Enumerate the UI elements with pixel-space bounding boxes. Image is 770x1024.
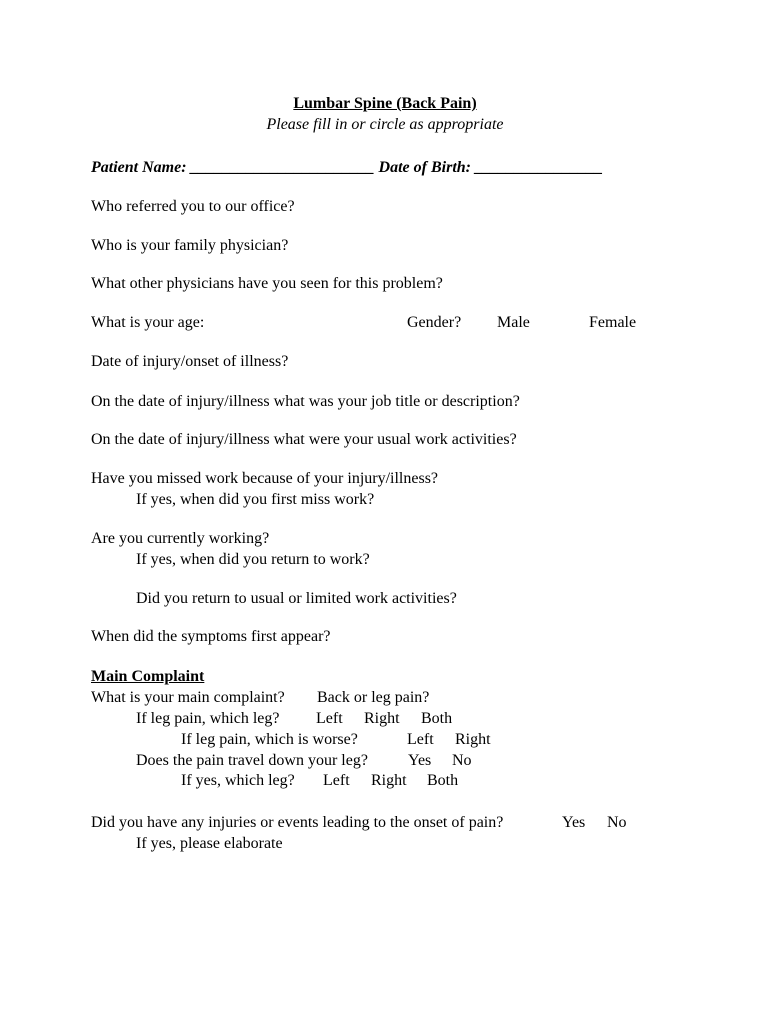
patient-name-label: Patient Name: — [91, 159, 187, 176]
form-subtitle: Please fill in or circle as appropriate — [266, 116, 504, 133]
injuries-no[interactable]: No — [607, 814, 627, 831]
question-referred: Who referred you to our office? — [91, 198, 295, 215]
question-symptoms-first: When did the symptoms first appear? — [91, 628, 331, 645]
patient-name-field[interactable]: _______________________ — [190, 159, 375, 176]
question-work-activities: On the date of injury/illness what were your usual work activities? — [91, 431, 517, 448]
injuries-yes[interactable]: Yes — [562, 814, 586, 831]
main-complaint-heading: Main Complaint — [91, 668, 205, 685]
pain-travel-yes[interactable]: Yes — [408, 752, 432, 769]
question-injury-date: Date of injury/onset of illness? — [91, 353, 289, 370]
main-complaint-option[interactable]: Back or leg pain? — [317, 689, 430, 706]
gender-option-male[interactable]: Male — [497, 314, 530, 331]
which-leg-both[interactable]: Both — [421, 710, 453, 727]
form-title: Lumbar Spine (Back Pain) — [293, 95, 477, 112]
which-leg-left[interactable]: Left — [316, 710, 343, 727]
leg-worse-left[interactable]: Left — [407, 731, 434, 748]
dob-field[interactable]: ________________ — [475, 159, 603, 176]
injuries-question: Did you have any injuries or events leading to the onset of pain? — [91, 814, 504, 831]
leg-worse-right[interactable]: Right — [455, 731, 491, 748]
travel-leg-both[interactable]: Both — [427, 772, 459, 789]
pain-travel-question: Does the pain travel down your leg? — [136, 752, 368, 769]
dob-label: Date of Birth: — [378, 159, 471, 176]
question-age: What is your age: — [91, 314, 205, 331]
question-family-physician: Who is your family physician? — [91, 237, 289, 254]
patient-line — [91, 158, 603, 178]
travel-leg-right[interactable]: Right — [371, 772, 407, 789]
injuries-elaborate: If yes, please elaborate — [136, 835, 283, 852]
question-other-physicians: What other physicians have you seen for this problem? — [91, 275, 443, 292]
which-leg-right[interactable]: Right — [364, 710, 400, 727]
question-missed-work-when: If yes, when did you first miss work? — [136, 491, 375, 508]
question-gender: Gender? — [407, 314, 462, 331]
gender-option-female[interactable]: Female — [589, 314, 637, 331]
question-job-title: On the date of injury/illness what was your job title or description? — [91, 393, 520, 410]
travel-leg-question: If yes, which leg? — [181, 772, 295, 789]
leg-worse-question: If leg pain, which is worse? — [181, 731, 358, 748]
question-usual-limited: Did you return to usual or limited work activities? — [136, 590, 457, 607]
travel-leg-left[interactable]: Left — [323, 772, 350, 789]
main-complaint-question: What is your main complaint? — [91, 689, 285, 706]
question-return-when: If yes, when did you return to work? — [136, 551, 370, 568]
pain-travel-no[interactable]: No — [452, 752, 472, 769]
question-missed-work: Have you missed work because of your injury/illness? — [91, 470, 439, 487]
question-currently-working: Are you currently working? — [91, 530, 270, 547]
which-leg-question: If leg pain, which leg? — [136, 710, 280, 727]
